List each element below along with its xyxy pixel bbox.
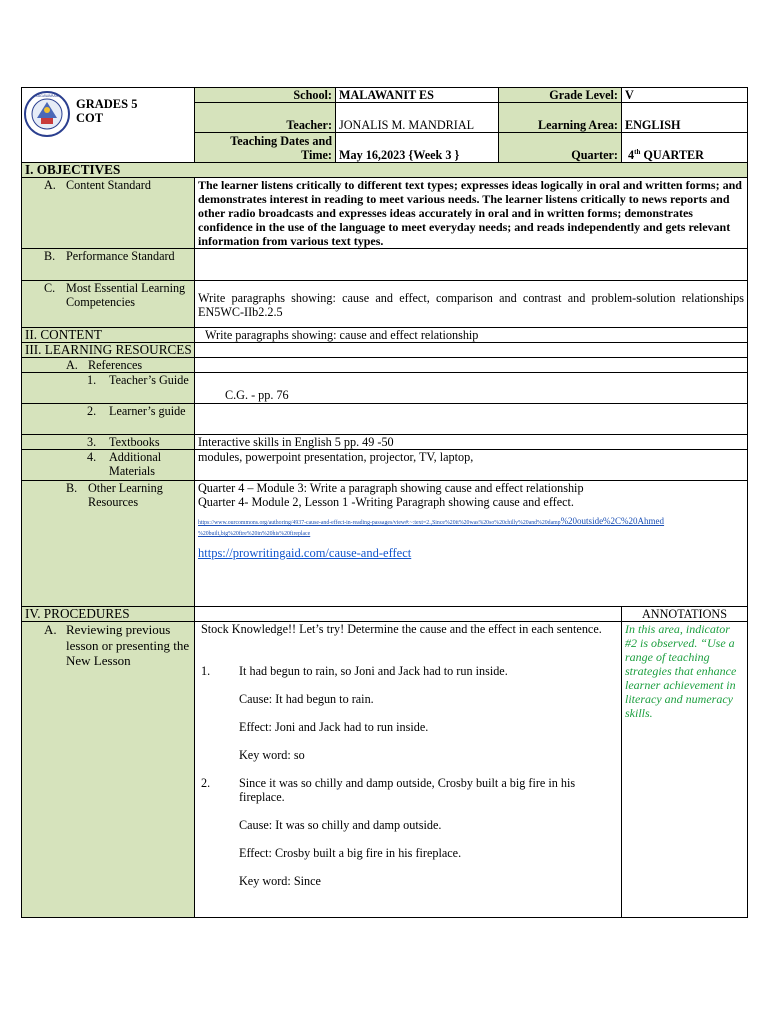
learners-guide-label-text: Learner’s guide <box>109 404 186 418</box>
small-link-line2-text[interactable]: %20built,big%20fire%20in%20his%20fireplace <box>198 531 311 537</box>
content-heading: II. CONTENT <box>22 328 195 343</box>
other-resources-label <box>22 481 195 607</box>
teachers-guide-value: C.G. - pp. 76 <box>195 373 748 404</box>
dates-label-line2: Time: <box>301 148 332 162</box>
other-resources-line1: Quarter 4 – Module 3: Write a paragraph showing cause and effect relationship <box>198 481 584 495</box>
references-letter: A. <box>66 358 78 372</box>
item1-effect: Effect: Joni and Jack had to run inside. <box>239 720 429 734</box>
dates-label <box>195 133 336 163</box>
other-resources-value <box>195 481 748 607</box>
annotation-note: In this area, indicator #2 is observed. “Use a range of teaching strategies that enhance learner achievement in literacy and numeracy skills. <box>622 622 748 918</box>
small-link-big-text[interactable]: %20outside%2C%20Ahmed <box>560 516 665 526</box>
school-value: MALAWANIT ES <box>336 88 499 103</box>
references-label-text: References <box>88 358 143 372</box>
grade-level-label: Grade Level: <box>499 88 622 103</box>
melc-letter: C. <box>44 281 56 295</box>
annotations-heading: ANNOTATIONS <box>622 607 748 622</box>
school-label: School: <box>195 88 336 103</box>
quarter-word: QUARTER <box>640 148 704 162</box>
melc-label <box>22 281 195 328</box>
additional-materials-label <box>22 450 195 481</box>
grades-title: GRADES 5 <box>76 97 138 111</box>
item2-cause: Cause: It was so chilly and damp outside. <box>239 818 442 832</box>
melc-text: Write paragraphs showing: cause and effect, comparison and contrast and problem-solution relationships EN5WC-IIb2.2.5 <box>195 281 748 328</box>
teachers-guide-label-text: Teacher’s Guide <box>109 373 189 387</box>
content-text: Write paragraphs showing: cause and effect relationship <box>195 328 748 343</box>
quarter-suffix: th <box>634 147 641 156</box>
textbooks-label <box>22 435 195 450</box>
other-resources-letter: B. <box>66 481 78 495</box>
quarter-value <box>622 133 748 163</box>
references-value <box>195 358 748 373</box>
additional-materials-label-text: Additional Materials <box>109 450 162 478</box>
textbooks-label-text: Textbooks <box>109 435 160 449</box>
other-resources-line2: Quarter 4- Module 2, Lesson 1 -Writing Paragraph showing cause and effect. <box>198 495 574 509</box>
svg-text:KAGAWARAN: KAGAWARAN <box>35 94 59 98</box>
objectives-heading: I. OBJECTIVES <box>22 163 748 178</box>
dates-value: May 16,2023 {Week 3 } <box>336 133 499 163</box>
additional-materials-num: 4. <box>87 450 97 464</box>
grades-subtitle: COT <box>76 111 104 125</box>
learners-guide-label <box>22 404 195 435</box>
procedures-heading: IV. PROCEDURES <box>22 607 195 622</box>
content-standard-letter: A. <box>44 178 56 192</box>
references-label <box>22 358 195 373</box>
cause-effect-small-link-line2[interactable] <box>198 530 744 538</box>
lesson-plan-table <box>21 87 748 918</box>
quarter-number: 4 <box>628 148 635 162</box>
item2-text: Since it was so chilly and damp outside, Crosby built a big fire in his fireplace. <box>239 776 576 804</box>
item2-effect: Effect: Crosby built a big fire in his fireplace. <box>239 846 462 860</box>
deped-seal-icon <box>24 91 70 137</box>
grade-level-value: V <box>622 88 748 103</box>
small-link-text[interactable]: https://www.ourcommons.org/authoring/4937-cause-and-effect-in-reading-passages/view#:~:text=2.,Since%20it%20was%20so%20chilly%20and%20damp <box>198 520 561 526</box>
other-resources-label-text: Other Learning Resources <box>88 481 163 509</box>
dates-label-line1: Teaching Dates and <box>230 134 332 148</box>
teachers-guide-num: 1. <box>87 373 97 387</box>
learning-resources-heading: III. LEARNING RESOURCES <box>22 343 195 358</box>
content-standard-label <box>22 178 195 249</box>
content-standard-label-text: Content Standard <box>66 178 151 192</box>
performance-standard-label <box>22 249 195 281</box>
additional-materials-value: modules, powerpoint presentation, projector, TV, laptop, <box>195 450 748 481</box>
performance-label-text: Performance Standard <box>66 249 175 263</box>
reviewing-letter: A. <box>44 622 57 637</box>
procedures-content <box>195 622 622 918</box>
cause-effect-small-link[interactable] <box>198 517 744 527</box>
reviewing-lesson-label <box>22 622 195 918</box>
melc-label-text: Most Essential Learning Competencies <box>66 281 186 309</box>
quarter-label: Quarter: <box>499 133 622 163</box>
performance-standard-value <box>195 249 748 281</box>
learning-area-label: Learning Area: <box>499 103 622 133</box>
content-standard-text: The learner listens critically to different text types; expresses ideas logically in oral and written forms; and demonstrates interest in reading to meet various needs. The learner listens critically to news reports and other radio broadcasts and expresses ideas accurately in oral and in written forms; demonstrates confidence in the use of the language to meet everyday needs; and reads independently and gets relevant information from various text types. <box>195 178 748 249</box>
learners-guide-num: 2. <box>87 404 97 418</box>
learning-resources-blank <box>195 343 748 358</box>
teacher-value: JONALIS M. MANDRIAL <box>336 103 499 133</box>
procedures-blank <box>195 607 622 622</box>
learning-area-value: ENGLISH <box>622 103 748 133</box>
reviewing-label-text: Reviewing previous lesson or presenting the New Lesson <box>66 622 190 668</box>
item1-num: 1. <box>201 664 211 678</box>
performance-letter: B. <box>44 249 56 263</box>
procedures-intro: Stock Knowledge!! Let’s try! Determine the cause and the effect in each sentence. <box>201 622 602 636</box>
item1-cause: Cause: It had begun to rain. <box>239 692 374 706</box>
teacher-label: Teacher: <box>195 103 336 133</box>
item2-num: 2. <box>201 776 211 790</box>
teachers-guide-label <box>22 373 195 404</box>
item1-text: It had begun to rain, so Joni and Jack had to run inside. <box>239 664 508 678</box>
textbooks-num: 3. <box>87 435 97 449</box>
learners-guide-value <box>195 404 748 435</box>
textbooks-value: Interactive skills in English 5 pp. 49 -50 <box>195 435 748 450</box>
header-logo-cell <box>22 88 195 163</box>
item2-keyword: Key word: Since <box>239 874 321 888</box>
prowritingaid-link[interactable]: https://prowritingaid.com/cause-and-effect <box>198 546 412 560</box>
item1-keyword: Key word: so <box>239 748 305 762</box>
